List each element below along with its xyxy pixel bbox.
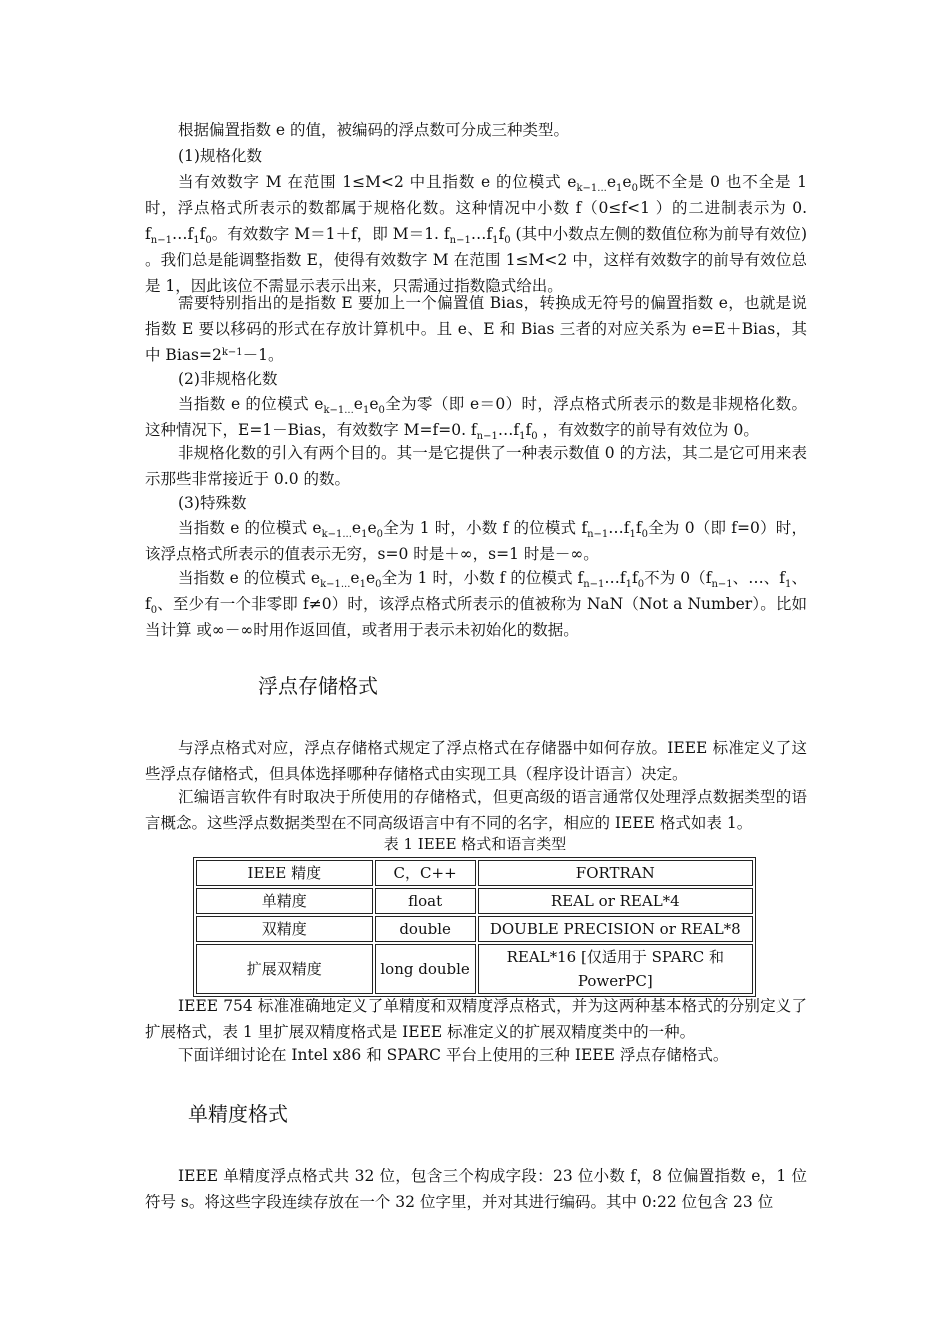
table-row: [196, 944, 753, 994]
after-table-paragraph-1: IEEE 754 标准准确地定义了单精度和双精度浮点格式，并为这两种基本格式的分别定义了扩展格式，表 1 里扩展双精度格式是 IEEE 标准定义的扩展双精度类中的一种。: [145, 997, 807, 1041]
section-1-paragraph-1: 当有效数字 M 在范围 1≤M<2 中且指数 e 的位模式 $e_{k-1...}e_1e_0$既不全是 0 也不全是 1 时，浮点格式所表示的数都属于规格化数。这种情况中小数 f（0≤f<1 ）的二进制表示为 0. $f_{n-1}\dots f_1f_0$。有效数字 M＝1＋f，即 M＝1. $f_{n-1}\dots f_1f_0$ (其中小数点左侧的数值位称为前导有效位) 。我们总是能调整指数 E，使得有效数字 M 在范围 1≤M<2 中，这样有效数字的前导有效位总是 1，因此该位不需显示表示出来，只需通过指数隐式给出。: [145, 173, 807, 295]
heading-storage-format: 浮点存储格式: [258, 674, 378, 698]
intro-paragraph: 根据偏置指数 e 的值，被编码的浮点数可分成三种类型。: [178, 121, 570, 139]
table-cell: 双精度: [196, 916, 373, 942]
section-2-title: (2)非规格化数: [178, 370, 278, 388]
table-header-cell: IEEE 精度: [196, 860, 373, 886]
table-cell: REAL*16 [仅适用于 SPARC 和 PowerPC]: [478, 944, 753, 994]
section-1-paragraph-2: 需要特别指出的是指数 E 要加上一个偏置值 Bias，转换成无符号的偏置指数 e，也就是说指数 E 要以移码的形式在存放计算机中。且 e、E 和 Bias 三者的对应关系为 e=E＋Bias，其中 $Bias=2^{k-1}-1$。: [145, 294, 807, 364]
section-3-title: (3)特殊数: [178, 494, 247, 512]
single-precision-paragraph: IEEE 单精度浮点格式共 32 位，包含三个构成字段：23 位小数 f，8 位偏置指数 e，1 位符号 s。将这些字段连续存放在一个 32 位字里，并对其进行编码。其中 0:22 位包含 23 位: [145, 1167, 807, 1211]
section-2-paragraph-2: 非规格化数的引入有两个目的。其一是它提供了一种表示数值 0 的方法，其二是它可用来表示那些非常接近于 0.0 的数。: [145, 444, 807, 488]
table-row: [196, 888, 753, 914]
storage-paragraph-2: 汇编语言软件有时取决于所使用的存储格式，但更高级的语言通常仅处理浮点数据类型的语言概念。这些浮点数据类型在不同高级语言中有不同的名字，相应的 IEEE 格式如表 1。: [145, 788, 807, 832]
table-header-cell: FORTRAN: [478, 860, 753, 886]
table-cell: 扩展双精度: [196, 944, 373, 994]
table-cell: long double: [375, 944, 476, 994]
table-header-row: [196, 860, 753, 886]
section-1-title: (1)规格化数: [178, 147, 262, 165]
section-3-paragraph-2: 当指数 e 的位模式 $e_{k-1...}e_1e_0$全为 1 时，小数 f 的位模式 $f_{n-1}\dots f_1f_0$不为 $0(f_{n-1}$、…、$f_1$、$f_0$、至少有一个非零即 f≠0）时，该浮点格式所表示的值被称为 NaN（Not a Number）。比如当计算 或∞－∞时用作返回值，或者用于表示未初始化的数据。: [145, 569, 807, 639]
ieee-format-table: [193, 857, 756, 997]
after-table-paragraph-2: 下面详细讨论在 Intel x86 和 SPARC 平台上使用的三种 IEEE 浮点存储格式。: [178, 1046, 729, 1064]
table-caption: 表 1 IEEE 格式和语言类型: [383, 835, 567, 853]
table-cell: double: [375, 916, 476, 942]
storage-paragraph-1: 与浮点格式对应，浮点存储格式规定了浮点格式在存储器中如何存放。IEEE 标准定义了这些浮点存储格式，但具体选择哪种存储格式由实现工具（程序设计语言）决定。: [145, 739, 807, 783]
table-cell: DOUBLE PRECISION or REAL*8: [478, 916, 753, 942]
section-2-paragraph-1: 当指数 e 的位模式 $e_{k-1...}e_1e_0$全为零（即 e＝0）时，浮点格式所表示的数是非规格化数。这种情况下，E=1－Bias，有效数字 M=f=0. $f_{n-1}\dots f_1f_0$ ，有效数字的前导有效位为 0。: [145, 395, 807, 442]
table-cell: float: [375, 888, 476, 914]
table-cell: REAL or REAL*4: [478, 888, 753, 914]
heading-single-precision: 单精度格式: [188, 1102, 288, 1126]
table-header-cell: C，C++: [375, 860, 476, 886]
table-cell: 单精度: [196, 888, 373, 914]
section-3-paragraph-1: 当指数 e 的位模式 $e_{k-1...}e_1e_0$全为 1 时，小数 f 的位模式 $f_{n-1}\dots f_1f_0$全为 0（即 f=0）时，该浮点格式所表示的值表示无穷，s=0 时是＋∞，s=1 时是－∞。: [145, 519, 807, 563]
table-row: [196, 916, 753, 942]
